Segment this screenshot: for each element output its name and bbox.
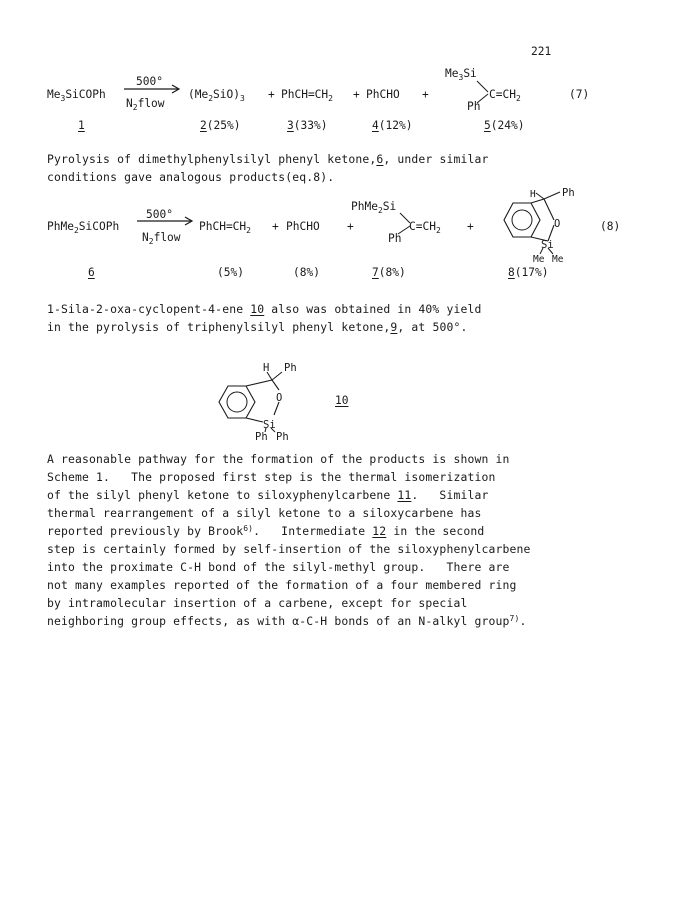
eq8-arrow-condition-temp: 500°: [146, 208, 173, 221]
eq8-plus-2: +: [347, 220, 354, 233]
text-line: neighboring group effects, as with α-C-H bonds of an N-alkyl group$^{7)}$.: [47, 614, 527, 628]
eq7-label-3: 3(33%): [287, 119, 328, 132]
structure-8-label: Me: [552, 254, 564, 265]
eq7-product-siloxane: $(Me_2SiO)_3$: [188, 88, 245, 103]
eq7-product-styrene: $PhCH=CH_2$: [281, 88, 333, 103]
eq7-label-2: 2(25%): [200, 119, 241, 132]
benzene-ring-icon: [219, 386, 255, 418]
eq7-vinyl-silane-top: $Me_3Si$: [445, 67, 477, 82]
text-line: reported previously by Brook$^{6)}$. Intermediate 12 in the second: [47, 524, 485, 538]
text-line: Pyrolysis of dimethylphenylsilyl phenyl ketone,6, under similar: [47, 152, 489, 166]
text-line: Scheme 1. The proposed first step is the thermal isomerization: [47, 470, 496, 484]
eq8-arrow-condition-gas: $N_2flow$: [142, 231, 181, 246]
eq7-arrow-condition-temp: 500°: [136, 75, 163, 88]
equation-number-8: (8): [600, 220, 621, 233]
structure-8-label: Me: [533, 254, 545, 265]
structure-10-label: O: [276, 392, 283, 404]
eq7-label-1: 1: [78, 119, 85, 132]
eq7-vinyl-silane-right: $C=CH_2$: [489, 88, 521, 103]
text-line: by intramolecular insertion of a carbene, except for special: [47, 596, 468, 610]
eq8-label-6: 6: [88, 266, 95, 279]
eq8-label-styrene: (5%): [217, 266, 244, 279]
eq7-arrow-condition-gas: $N_2flow$: [126, 97, 165, 112]
structure-8-label: H: [530, 189, 536, 200]
eq7-plus-2: +: [353, 88, 360, 101]
eq8-reactant: PhMe$_2$SiCOPh: [47, 220, 120, 235]
benzene-ring-icon: [504, 203, 540, 237]
structure-8-label: Ph: [562, 187, 575, 199]
text-line: of the silyl phenyl ketone to siloxyphenylcarbene 11. Similar: [47, 488, 489, 502]
structure-10-label: Ph: [276, 431, 289, 443]
text-line: in the pyrolysis of triphenylsilyl phenyl ketone,9, at 500°.: [47, 320, 468, 334]
eq8-label-7: 7(8%): [372, 266, 406, 279]
eq8-vinyl-silane-right: $C=CH_2$: [409, 220, 441, 235]
eq7-plus-3: +: [422, 88, 429, 101]
structure-10-label: Si: [263, 419, 276, 431]
eq7-label-4: 4(12%): [372, 119, 413, 132]
structure-8-drawing: [490, 187, 600, 268]
text-line: thermal rearrangement of a silyl ketone to a siloxycarbene has: [47, 506, 482, 520]
text-line: 1-Sila-2-oxa-cyclopent-4-ene 10 also was obtained in 40% yield: [47, 302, 482, 316]
eq8-label-8: 8(17%): [508, 266, 549, 279]
text-line: into the proximate C-H bond of the silyl-methyl group. There are: [47, 560, 510, 574]
text-line: not many examples reported of the formation of a four membered ring: [47, 578, 517, 592]
structure-10-label: Ph: [255, 431, 268, 443]
eq8-vinyl-silane-bottom: Ph: [388, 232, 402, 245]
eq7-plus-1: +: [268, 88, 275, 101]
structure-10-label: H: [263, 362, 270, 374]
reaction-arrow-icon: [124, 84, 182, 94]
text-line: step is certainly formed by self-insertion of the siloxyphenylcarbene: [47, 542, 531, 556]
structure-10-label: Ph: [284, 362, 297, 374]
eq7-product-benzaldehyde: PhCHO: [366, 88, 400, 101]
equation-number-7: (7): [569, 88, 590, 101]
eq8-plus-1: +: [272, 220, 279, 233]
text-line: conditions gave analogous products(eq.8).: [47, 170, 335, 184]
eq8-product-benzaldehyde: PhCHO: [286, 220, 320, 233]
structure-8-label: Si: [541, 239, 554, 251]
structure-8-label: O: [554, 218, 561, 230]
eq7-reactant: $Me_3SiCOPh$: [47, 88, 106, 103]
reaction-arrow-icon: [137, 216, 195, 226]
eq8-label-benzaldehyde: (8%): [293, 266, 320, 279]
eq8-vinyl-silane-top: PhMe$_2$Si: [351, 200, 397, 215]
structure-10-drawing: [208, 360, 318, 442]
eq8-plus-3: +: [467, 220, 474, 233]
eq8-product-styrene: $PhCH=CH_2$: [199, 220, 251, 235]
eq7-label-5: 5(24%): [484, 119, 525, 132]
page-number: 221: [531, 45, 552, 58]
eq7-vinyl-silane-bottom: Ph: [467, 100, 481, 113]
compound-10-number: 10: [335, 394, 349, 407]
text-line: A reasonable pathway for the formation of the products is shown in: [47, 452, 510, 466]
